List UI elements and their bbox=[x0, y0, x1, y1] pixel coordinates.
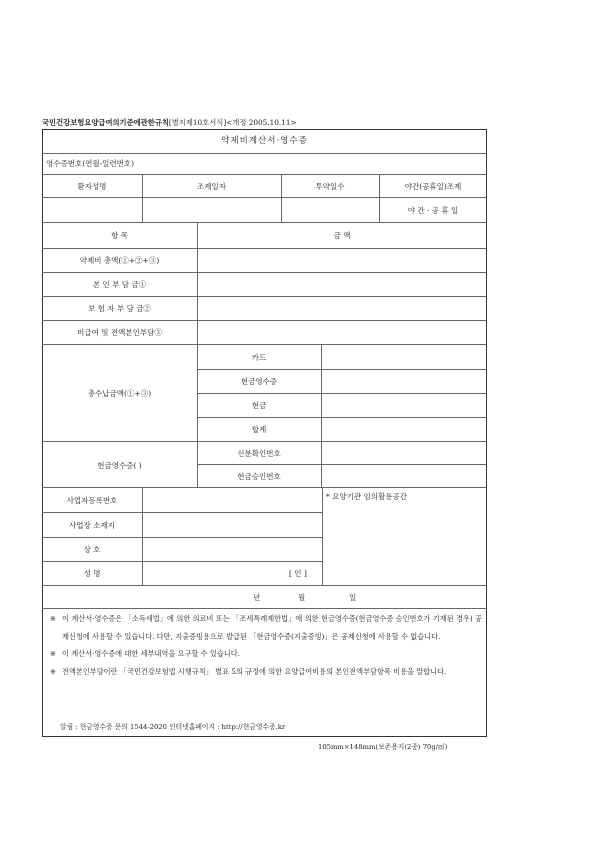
total-received-label: 총수납금액(①+③) bbox=[87, 389, 152, 398]
receipt-number-label: 영수증번호(연월-일련번호) bbox=[46, 159, 135, 168]
cash-receipt-method-label: 현금영수증 bbox=[240, 377, 278, 386]
month-label: 월 bbox=[298, 593, 306, 602]
business-reg-no-label: 사업자등록번호 bbox=[66, 496, 118, 505]
night-holiday-label: 야 간 · 공 휴 일 bbox=[407, 206, 459, 215]
cash-label: 현금 bbox=[251, 401, 267, 410]
note-item: ※ 전액본인부담이란 「국민건강보험법 시행규칙」 별표 5의 규정에 의한 요양급여비용의 본인전액부담항목 비용을 말합니다. bbox=[50, 666, 447, 676]
form-header bbox=[42, 118, 297, 128]
cash-approval-number-label: 현금승인번호 bbox=[237, 472, 281, 481]
paper-size: 105mm×148mm(보존용지(2종) 70g/㎡) bbox=[318, 743, 448, 751]
business-name-label: 상 호 bbox=[83, 545, 101, 554]
night-holiday-prep-label: 야간(공휴일)조제 bbox=[404, 182, 462, 191]
note-item: ※ 이 계산서·영수증에 대한 세부내역을 요구할 수 있습니다. bbox=[50, 649, 240, 658]
item-column-header: 항 목 bbox=[111, 231, 128, 240]
inquiry-notice: 알림 : 현금영수증 문의 1544-2020 인터넷홈페이지 : http://현금영수증.kr bbox=[60, 723, 286, 731]
day-label: 일 bbox=[349, 593, 357, 602]
amount-column-header: 금 액 bbox=[333, 231, 351, 240]
insurer-share-label: 보 험 자 부 담 금② bbox=[88, 304, 151, 313]
notes bbox=[50, 610, 482, 680]
free-space-label: * 요양기관 임의활용공간 bbox=[326, 492, 407, 501]
note-item: ※ 이 계산서·영수증은 「소득세법」에 의한 의료비 또는 「조세특례제한법」에 의한 현금영수증(현금영수증 승인번호가 기재된 경우) 공제신청에 사용할 수 있습니다. 다만, 지출증빙용으로 발급된 「현금영수증(지출증빙)」은 공제신청에 사용할 수 없습니다. bbox=[50, 614, 482, 641]
identity-number-label: 신분확인번호 bbox=[237, 449, 281, 458]
seal-mark: [ 인 ] bbox=[289, 569, 307, 578]
representative-name-label: 성 명 bbox=[83, 569, 101, 578]
form-number: [별지제10호서식]<개정 2005.10.11> bbox=[168, 118, 297, 127]
business-address-label: 사업장 소재지 bbox=[69, 521, 115, 530]
card-label: 카드 bbox=[251, 353, 267, 362]
total-drug-cost-label: 약제비 총액(①+②+③) bbox=[79, 256, 160, 265]
patient-name-label: 환자성명 bbox=[77, 182, 107, 191]
form-title: 약제비계산서·영수증 bbox=[221, 136, 308, 146]
year-label: 년 bbox=[253, 593, 261, 602]
prep-date-label: 조제일자 bbox=[197, 182, 226, 191]
patient-copay-label: 본 인 부 담 금① bbox=[92, 280, 147, 289]
law-name: 국민건강보험요양급여의기준에관한규칙 bbox=[42, 118, 169, 127]
dosage-days-label: 투약일수 bbox=[315, 182, 345, 191]
cash-receipt-label: 현금영수증( ) bbox=[97, 461, 142, 470]
sum-label: 합계 bbox=[251, 425, 267, 434]
non-covered-label: 비급여 및 전액본인부담③ bbox=[77, 328, 162, 337]
